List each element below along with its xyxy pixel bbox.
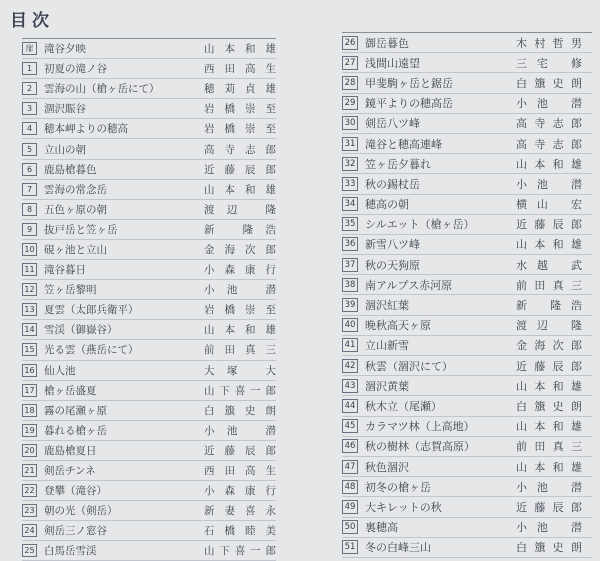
toc-entry [22, 220, 276, 240]
entry-number: 7 [22, 183, 37, 196]
entry-author: 山本和雄 [516, 379, 582, 393]
entry-title: 大キレットの秋 [365, 500, 442, 514]
toc-entry [22, 200, 276, 220]
entry-author: 小池 潜 [516, 177, 582, 191]
entry-title: 白馬岳雪渓 [44, 545, 97, 558]
entry-number: 30 [342, 116, 358, 130]
entry-number: 42 [342, 359, 358, 373]
entry-title: 穂本岬よりの穂高 [44, 123, 128, 136]
entry-author: 近藤辰郎 [516, 359, 582, 373]
entry-author: 近藤辰郎 [516, 218, 582, 232]
entry-number: 21 [22, 464, 37, 477]
toc-entry [22, 59, 276, 79]
toc-entry [342, 195, 592, 215]
entry-author: 岩橋崇至 [204, 103, 276, 116]
entry-title: 笠ヶ岳黎明 [44, 284, 97, 297]
entry-number: 41 [342, 338, 358, 352]
entry-title: カラマツ林（上高地） [365, 420, 475, 434]
entry-number: 11 [22, 263, 37, 276]
entry-author: 山本和雄 [516, 420, 582, 434]
entry-number: 27 [342, 56, 358, 70]
entry-author: 高寺志郎 [516, 137, 582, 151]
entry-number: 1 [22, 62, 37, 75]
entry-title: 抜戸岳と笠ヶ岳 [44, 223, 118, 236]
toc-entry [342, 73, 592, 93]
toc-entry [22, 361, 276, 381]
entry-number: 9 [22, 223, 37, 236]
entry-author: 金海次郎 [516, 339, 582, 353]
entry-number: 49 [342, 500, 358, 514]
entry-title: 光る雲（燕岳にて） [44, 344, 139, 357]
toc-entry [22, 99, 276, 119]
entry-title: 朝の光（剣岳） [44, 505, 118, 518]
entry-author: 近藤辰郎 [204, 163, 276, 176]
entry-author: 高寺志郎 [516, 117, 582, 131]
toc-entry [342, 336, 592, 356]
entry-title: 鏡平よりの穂高岳 [365, 97, 453, 111]
toc-entry [22, 340, 276, 360]
entry-title: 雲海の山（槍ヶ岳にて） [44, 83, 160, 96]
entry-number: 17 [22, 384, 37, 397]
entry-author: 小森康行 [204, 485, 276, 498]
entry-number: 22 [22, 484, 37, 497]
toc-entry [22, 180, 276, 200]
toc-entry [22, 139, 276, 159]
entry-number: 13 [22, 303, 37, 316]
entry-number: 23 [22, 504, 37, 517]
entry-number: 3 [22, 102, 37, 115]
entry-author: 水越 武 [516, 258, 582, 272]
entry-title: 登攀（滝谷） [44, 485, 107, 498]
toc-entry [22, 541, 276, 561]
entry-author: 山下喜一郎 [204, 545, 276, 558]
entry-author: 白籏史朗 [516, 76, 582, 90]
entry-author: 高寺志郎 [204, 143, 276, 156]
entry-author: 穂苅貞雄 [204, 83, 276, 96]
entry-title: 夏雲（太郎兵衛平） [44, 304, 139, 317]
entry-title: 剣岳チンネ [44, 465, 96, 478]
toc-entry [342, 154, 592, 174]
entry-number: 40 [342, 318, 358, 332]
entry-author: 西田高生 [204, 465, 276, 478]
entry-author: 三宅 修 [516, 56, 582, 70]
entry-author: 小池 潜 [204, 424, 276, 437]
entry-number: 47 [342, 460, 358, 474]
toc-heading: 目次 [10, 11, 54, 31]
entry-author: 白籏史朗 [516, 399, 582, 413]
entry-number: 51 [342, 540, 358, 554]
entry-author: 岩橋崇至 [204, 123, 276, 136]
entry-author: 小森康行 [204, 264, 276, 277]
entry-title: 冬の白峰三山 [365, 541, 431, 555]
entry-author: 新 隆浩 [204, 223, 276, 236]
entry-title: 剣岳八ツ峰 [365, 117, 420, 131]
toc-entry [22, 160, 276, 180]
entry-title: 雲海の常念岳 [44, 183, 107, 196]
entry-title: 涸沢賑谷 [44, 103, 86, 116]
entry-title: シルエット（槍ヶ岳） [365, 218, 475, 232]
entry-author: 山下喜一郎 [204, 384, 276, 397]
entry-number: 39 [342, 298, 358, 312]
toc-entry [342, 235, 592, 255]
entry-author: 小池 潜 [516, 480, 582, 494]
toc-entry [342, 33, 592, 53]
toc-entry [342, 477, 592, 497]
toc-entry [22, 481, 276, 501]
toc-entry [22, 381, 276, 401]
entry-title: 新雪八ツ峰 [365, 238, 420, 252]
toc-entry [342, 134, 592, 154]
toc-entry [342, 376, 592, 396]
entry-title: 秋雲（涸沢にて） [365, 359, 453, 373]
entry-author: 新 隆浩 [516, 299, 582, 313]
toc-entry [342, 417, 592, 437]
toc-entry [342, 114, 592, 134]
entry-author: 山本和雄 [516, 157, 582, 171]
entry-title: 甲斐駒ヶ岳と鋸岳 [365, 76, 453, 90]
entry-author: 前田真三 [516, 278, 582, 292]
entry-title: 暮れる槍ヶ岳 [44, 424, 107, 437]
toc-entry [22, 260, 276, 280]
toc-entry [342, 94, 592, 114]
toc-entry [22, 521, 276, 541]
entry-author: 渡辺 隆 [204, 203, 276, 216]
entry-number: 12 [22, 283, 37, 296]
entry-title: 御岳暮色 [365, 36, 409, 50]
entry-author: 白籏史朗 [204, 404, 276, 417]
entry-title: 滝谷と穂高連峰 [365, 137, 442, 151]
entry-number: 5 [22, 143, 37, 156]
entry-number: 20 [22, 444, 37, 457]
entry-number: 46 [342, 439, 358, 453]
toc-entry [342, 437, 592, 457]
entry-title: 穂高の朝 [365, 198, 409, 212]
entry-title: 裏穂高 [365, 521, 398, 535]
entry-title: 笠ヶ岳夕暮れ [365, 157, 431, 171]
toc-entry [22, 39, 276, 59]
entry-author: 岩橋崇至 [204, 304, 276, 317]
entry-title: 剣岳三ノ窓谷 [44, 525, 107, 538]
entry-author: 石橋睦美 [204, 525, 276, 538]
entry-title: 硯ヶ池と立山 [44, 243, 107, 256]
entry-author: 山本和雄 [516, 238, 582, 252]
entry-number: 26 [342, 36, 358, 50]
entry-number: 扉 [22, 42, 37, 55]
entry-title: 晩秋高天ヶ原 [365, 319, 431, 333]
entry-title: 秋の樹林（志賀高原） [365, 440, 475, 454]
entry-number: 48 [342, 480, 358, 494]
toc-entry [342, 295, 592, 315]
entry-number: 50 [342, 520, 358, 534]
entry-number: 2 [22, 82, 37, 95]
toc-entry [22, 461, 276, 481]
toc-entry [342, 53, 592, 73]
toc-entry [22, 119, 276, 139]
toc-entry [22, 441, 276, 461]
entry-number: 10 [22, 243, 37, 256]
toc-entry [342, 316, 592, 336]
entry-author: 山本和雄 [516, 460, 582, 474]
entry-author: 西田高生 [204, 63, 276, 76]
toc-entry [342, 356, 592, 376]
toc-entry [342, 497, 592, 517]
entry-author: 山本和雄 [204, 324, 276, 337]
entry-number: 45 [342, 419, 358, 433]
entry-title: 秋色涸沢 [365, 460, 409, 474]
entry-number: 25 [22, 544, 37, 557]
entry-title: 秋木立（尾瀬） [365, 399, 442, 413]
entry-number: 18 [22, 404, 37, 417]
entry-author: 前田真三 [204, 344, 276, 357]
entry-title: 霧の尾瀬ヶ原 [44, 404, 107, 417]
toc-entry [342, 174, 592, 194]
entry-title: 滝谷暮日 [44, 264, 86, 277]
entry-author: 大塚 大 [204, 364, 276, 377]
entry-author: 小池 潜 [204, 284, 276, 297]
entry-author: 山本和雄 [204, 183, 276, 196]
entry-number: 4 [22, 122, 37, 135]
toc-entry [22, 401, 276, 421]
entry-title: 仙人池 [44, 364, 76, 377]
entry-number: 16 [22, 364, 37, 377]
entry-number: 28 [342, 76, 358, 90]
entry-number: 31 [342, 137, 358, 151]
entry-number: 29 [342, 96, 358, 110]
entry-title: 涸沢紅葉 [365, 299, 409, 313]
entry-number: 15 [22, 343, 37, 356]
entry-author: 小池 潜 [516, 97, 582, 111]
entry-title: 初冬の槍ヶ岳 [365, 480, 431, 494]
entry-title: 南アルプス赤河原 [365, 278, 453, 292]
entry-title: 立山新雪 [365, 339, 409, 353]
toc-entry [22, 300, 276, 320]
entry-title: 秋の天狗原 [365, 258, 420, 272]
entry-title: 滝谷夕映 [44, 43, 86, 56]
entry-number: 37 [342, 258, 358, 272]
entry-number: 44 [342, 399, 358, 413]
toc-entry [342, 255, 592, 275]
entry-author: 木村哲男 [516, 36, 582, 50]
entry-number: 34 [342, 197, 358, 211]
entry-title: 浅間山遠望 [365, 56, 420, 70]
entry-number: 24 [22, 524, 37, 537]
entry-author: 近藤辰郎 [204, 444, 276, 457]
entry-author: 白籏史朗 [516, 541, 582, 555]
toc-entry [342, 457, 592, 477]
toc-entry [342, 538, 592, 558]
toc-entry [22, 320, 276, 340]
entry-number: 14 [22, 323, 37, 336]
toc-column-left [22, 38, 276, 561]
toc-entry [22, 240, 276, 260]
toc-column-right [342, 32, 592, 558]
entry-author: 金海次郎 [204, 243, 276, 256]
entry-title: 初夏の滝ノ谷 [44, 63, 107, 76]
entry-number: 6 [22, 163, 37, 176]
toc-entry [22, 280, 276, 300]
entry-number: 33 [342, 177, 358, 191]
toc-entry [342, 518, 592, 538]
entry-title: 五色ヶ原の朝 [44, 203, 107, 216]
entry-title: 鹿島槍夏日 [44, 444, 97, 457]
entry-number: 43 [342, 379, 358, 393]
entry-number: 35 [342, 217, 358, 231]
toc-entry [22, 421, 276, 441]
entry-author: 新妻喜永 [204, 505, 276, 518]
entry-title: 秋の錫杖岳 [365, 177, 420, 191]
toc-entry [22, 79, 276, 99]
toc-entry [342, 396, 592, 416]
entry-title: 立山の朝 [44, 143, 86, 156]
entry-author: 小池 潜 [516, 521, 582, 535]
entry-title: 鹿島槍暮色 [44, 163, 97, 176]
entry-number: 8 [22, 203, 37, 216]
entry-title: 槍ヶ岳盛夏 [44, 384, 97, 397]
toc-entry [342, 275, 592, 295]
entry-author: 横山 宏 [516, 198, 582, 212]
entry-title: 涸沢黄葉 [365, 379, 409, 393]
toc-entry [22, 501, 276, 521]
entry-author: 近藤辰郎 [516, 500, 582, 514]
entry-author: 山本和雄 [204, 43, 276, 56]
entry-number: 36 [342, 237, 358, 251]
entry-author: 渡辺 隆 [516, 319, 582, 333]
entry-author: 前田真三 [516, 440, 582, 454]
entry-number: 19 [22, 424, 37, 437]
entry-title: 雪渓（御嶽谷） [44, 324, 118, 337]
toc-entry [342, 215, 592, 235]
entry-number: 32 [342, 157, 358, 171]
entry-number: 38 [342, 278, 358, 292]
